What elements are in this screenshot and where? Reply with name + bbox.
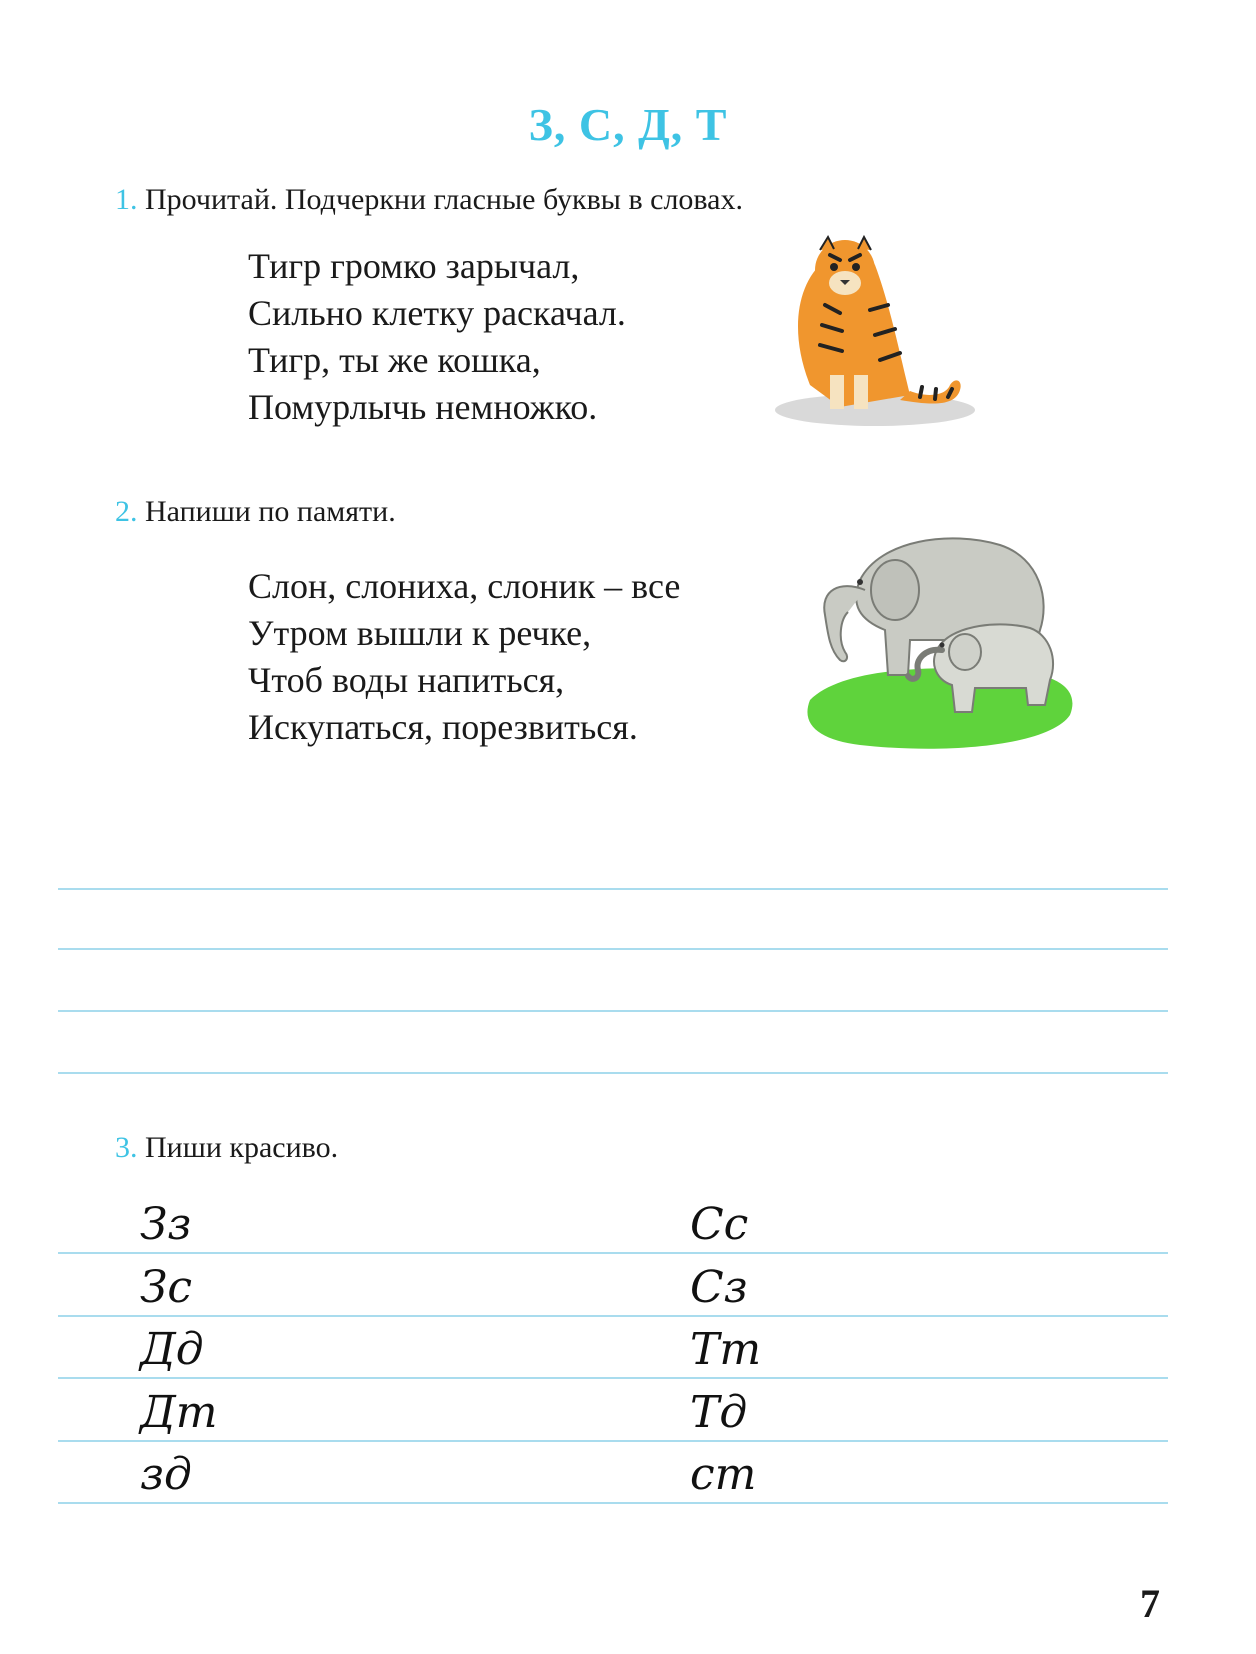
cursive-sample: ст [690, 1449, 757, 1500]
page-title: З, С, Д, Т [528, 99, 728, 150]
writing-line[interactable] [58, 948, 1168, 950]
writing-line[interactable] [58, 1377, 1168, 1379]
task-number: 3. [115, 1131, 138, 1164]
poem-line: Чтоб воды напиться, [248, 660, 565, 700]
writing-line[interactable] [58, 1440, 1168, 1442]
writing-line[interactable] [58, 1072, 1168, 1074]
task-3-instruction [115, 1128, 338, 1168]
elephant-poem [248, 563, 680, 751]
writing-line[interactable] [58, 1315, 1168, 1317]
poem-line: Помурлычь немножко. [248, 387, 598, 427]
tiger-icon [770, 225, 980, 435]
poem-line: Тигр, ты же кошка, [248, 340, 541, 380]
task-text: Напиши по памяти. [145, 495, 396, 528]
cursive-sample: Зс [140, 1262, 193, 1313]
cursive-sample: Дд [140, 1324, 204, 1375]
writing-line[interactable] [58, 1252, 1168, 1254]
cursive-sample: Тт [690, 1324, 762, 1375]
cursive-sample: Зз [140, 1199, 192, 1250]
cursive-sample: Тд [690, 1387, 748, 1438]
poem-line: Утром вышли к речке, [248, 613, 592, 653]
poem-line: Искупаться, порезвиться. [248, 707, 638, 747]
poem-line: Сильно клетку раскачал. [248, 293, 626, 333]
cursive-sample: Сз [690, 1262, 748, 1313]
tiger-poem [248, 243, 626, 431]
writing-line[interactable] [58, 1502, 1168, 1504]
writing-line[interactable] [58, 1010, 1168, 1012]
writing-line[interactable] [58, 888, 1168, 890]
poem-line: Тигр громко зарычал, [248, 246, 580, 286]
cursive-sample: Дт [140, 1387, 218, 1438]
poem-line: Слон, слониха, слоник – все [248, 566, 681, 606]
cursive-sample: Сс [690, 1199, 749, 1250]
task-1-instruction [115, 180, 743, 220]
task-number: 1. [115, 183, 138, 216]
cursive-sample: зд [140, 1449, 192, 1500]
task-text: Прочитай. Подчеркни гласные буквы в словах. [145, 183, 743, 216]
task-text: Пиши красиво. [145, 1131, 339, 1164]
task-2-instruction [115, 492, 396, 532]
task-number: 2. [115, 495, 138, 528]
elephants-icon [800, 520, 1100, 770]
page-number: 7 [1140, 1581, 1160, 1626]
